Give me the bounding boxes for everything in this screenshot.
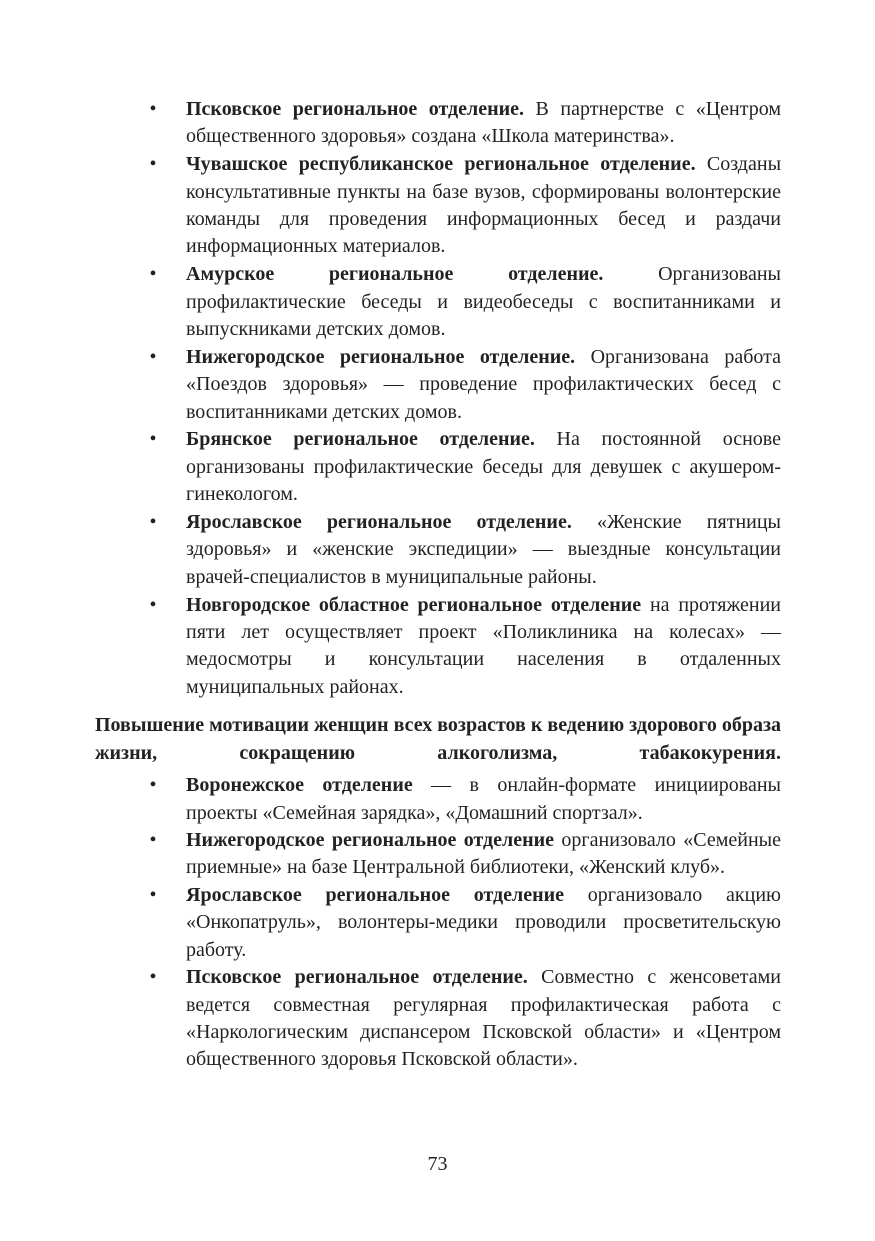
section-heading: Повышение мотивации женщин всех возрастов к ведению здорового образа жизни, сокращению алкоголизма, табакокурения. — [95, 714, 781, 764]
list-item — [95, 344, 781, 426]
bullet-icon: • — [149, 593, 157, 616]
initiatives-list — [95, 96, 781, 701]
branch-name: Брянское региональное отделение. — [186, 428, 535, 451]
item-text: Организованы профилактические беседы и видеобеседы с воспитанниками и выпускниками детских домов. — [186, 263, 781, 341]
bullet-icon: • — [149, 829, 157, 851]
branch-name: Ярославское региональное отделение. — [186, 511, 572, 534]
branch-name: Нижегородское региональное отделение — [186, 829, 555, 851]
list-item — [95, 96, 781, 151]
item-text: организовало акцию «Онкопатруль», волонтеры-медики проводили просветительскую работу. — [186, 883, 781, 961]
list-item — [95, 592, 781, 702]
item-text: «Женские пятницы здоровья» и «женские экспедиции» — выездные консультации врачей-специалистов в муниципальные районы. — [186, 511, 781, 588]
branch-name: Ярославское региональное отделение — [186, 883, 565, 906]
bullet-icon: • — [149, 428, 157, 451]
bullet-icon: • — [149, 883, 157, 906]
motivation-list — [95, 772, 781, 1074]
list-item — [95, 261, 781, 343]
page-number: 73 — [427, 1153, 448, 1175]
list-item — [95, 827, 781, 882]
item-text: Организована работа «Поездов здоровья» — проведение профилактических бесед с воспитанниками детских домов. — [186, 345, 781, 423]
list-item — [95, 509, 781, 591]
page-content — [95, 96, 781, 1074]
branch-name: Псковское региональное отделение. — [186, 98, 525, 120]
item-text: Совместно с женсоветами ведется совместная регулярная профилактическая работа с «Наркологическим диспансером Псковской области» и «Центром общественного здоровья Псковской области». — [186, 966, 781, 1071]
list-item — [95, 964, 781, 1074]
branch-name: Чувашское республиканское региональное отделение. — [186, 153, 696, 176]
item-text: На постоянной основе организованы профилактические беседы для девушек с акушером-гинекологом. — [186, 428, 781, 506]
list-item — [95, 772, 781, 827]
bullet-icon: • — [149, 345, 157, 368]
item-text: В партнерстве с «Центром общественного здоровья» создана «Школа материнства». — [186, 98, 781, 148]
item-text: организовало «Семейные приемные» на базе Центральной библиотеки, «Женский клуб». — [186, 829, 781, 879]
list-item — [95, 151, 781, 261]
bullet-icon: • — [149, 774, 157, 797]
bullet-icon: • — [149, 511, 157, 534]
list-item — [95, 882, 781, 964]
item-text: на протяжении пяти лет осуществляет проект «Поликлиника на колесах» — медосмотры и консультации населения в отдаленных муниципальных районах. — [186, 593, 781, 698]
list-item — [95, 426, 781, 508]
item-text: — в онлайн-формате инициированы проекты «Семейная зарядка», «Домашний спортзал». — [186, 774, 781, 824]
branch-name: Нижегородское региональное отделение. — [186, 345, 576, 368]
bullet-icon: • — [149, 153, 157, 176]
branch-name: Новгородское областное региональное отделение — [186, 593, 642, 616]
branch-name: Амурское региональное отделение. — [186, 263, 604, 286]
bullet-icon: • — [149, 263, 157, 286]
bullet-icon: • — [149, 966, 157, 989]
branch-name: Воронежское отделение — [186, 774, 413, 797]
item-text: Созданы консультативные пункты на базе вузов, сформированы волонтерские команды для проведения информационных бесед и раздачи информационных материалов. — [186, 153, 782, 258]
branch-name: Псковское региональное отделение. — [186, 966, 528, 989]
bullet-icon: • — [149, 98, 157, 120]
